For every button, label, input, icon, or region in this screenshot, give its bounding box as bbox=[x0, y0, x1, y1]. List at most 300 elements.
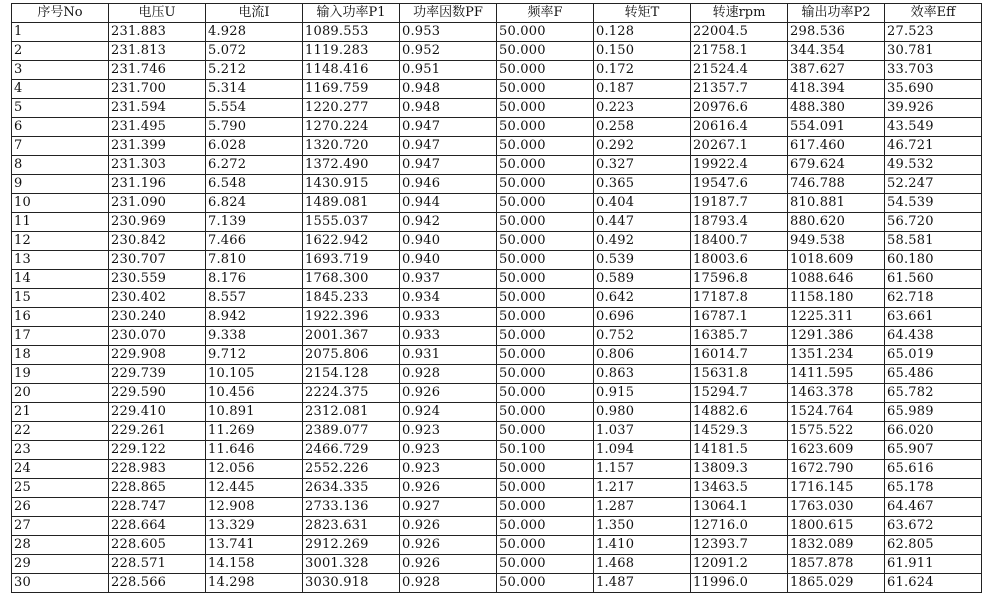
cell-frequency: 50.000 bbox=[497, 118, 594, 137]
cell-power-factor: 0.934 bbox=[400, 289, 497, 308]
cell-speed: 14181.5 bbox=[691, 441, 788, 460]
table-row bbox=[12, 270, 982, 289]
cell-output-power: 1351.234 bbox=[788, 346, 885, 365]
cell-output-power: 1158.180 bbox=[788, 289, 885, 308]
cell-efficiency: 61.560 bbox=[885, 270, 982, 289]
header-cell-output-power: 输出功率P2 bbox=[788, 4, 885, 23]
cell-output-power: 1857.878 bbox=[788, 555, 885, 574]
header-cell-speed: 转速rpm bbox=[691, 4, 788, 23]
cell-output-power: 1832.089 bbox=[788, 536, 885, 555]
cell-current: 12.908 bbox=[206, 498, 303, 517]
cell-no: 12 bbox=[12, 232, 109, 251]
cell-power-factor: 0.952 bbox=[400, 42, 497, 61]
cell-frequency: 50.000 bbox=[497, 194, 594, 213]
table-row bbox=[12, 213, 982, 232]
cell-output-power: 1672.790 bbox=[788, 460, 885, 479]
cell-input-power: 3030.918 bbox=[303, 574, 400, 593]
cell-voltage: 228.566 bbox=[109, 574, 206, 593]
cell-frequency: 50.000 bbox=[497, 460, 594, 479]
cell-no: 27 bbox=[12, 517, 109, 536]
cell-frequency: 50.100 bbox=[497, 441, 594, 460]
cell-output-power: 1291.386 bbox=[788, 327, 885, 346]
cell-frequency: 50.000 bbox=[497, 517, 594, 536]
cell-no: 9 bbox=[12, 175, 109, 194]
cell-efficiency: 62.718 bbox=[885, 289, 982, 308]
cell-current: 13.329 bbox=[206, 517, 303, 536]
header-cell-torque: 转矩T bbox=[594, 4, 691, 23]
cell-efficiency: 43.549 bbox=[885, 118, 982, 137]
cell-speed: 12091.2 bbox=[691, 555, 788, 574]
cell-input-power: 1622.942 bbox=[303, 232, 400, 251]
cell-current: 13.741 bbox=[206, 536, 303, 555]
cell-output-power: 1463.378 bbox=[788, 384, 885, 403]
cell-input-power: 2634.335 bbox=[303, 479, 400, 498]
cell-efficiency: 60.180 bbox=[885, 251, 982, 270]
cell-power-factor: 0.933 bbox=[400, 308, 497, 327]
cell-speed: 21524.4 bbox=[691, 61, 788, 80]
cell-input-power: 2912.269 bbox=[303, 536, 400, 555]
cell-output-power: 617.460 bbox=[788, 137, 885, 156]
cell-current: 7.139 bbox=[206, 213, 303, 232]
cell-no: 6 bbox=[12, 118, 109, 137]
cell-speed: 16014.7 bbox=[691, 346, 788, 365]
cell-current: 12.056 bbox=[206, 460, 303, 479]
cell-torque: 0.642 bbox=[594, 289, 691, 308]
cell-input-power: 1372.490 bbox=[303, 156, 400, 175]
cell-input-power: 1489.081 bbox=[303, 194, 400, 213]
table-body bbox=[12, 23, 982, 593]
cell-power-factor: 0.926 bbox=[400, 479, 497, 498]
header-cell-current: 电流I bbox=[206, 4, 303, 23]
cell-efficiency: 39.926 bbox=[885, 99, 982, 118]
cell-current: 10.456 bbox=[206, 384, 303, 403]
cell-torque: 0.980 bbox=[594, 403, 691, 422]
cell-voltage: 231.883 bbox=[109, 23, 206, 42]
table-row bbox=[12, 99, 982, 118]
cell-speed: 11996.0 bbox=[691, 574, 788, 593]
cell-speed: 12393.7 bbox=[691, 536, 788, 555]
cell-voltage: 228.664 bbox=[109, 517, 206, 536]
cell-power-factor: 0.946 bbox=[400, 175, 497, 194]
cell-voltage: 229.122 bbox=[109, 441, 206, 460]
cell-no: 7 bbox=[12, 137, 109, 156]
cell-speed: 13463.5 bbox=[691, 479, 788, 498]
header-cell-voltage: 电压U bbox=[109, 4, 206, 23]
cell-speed: 17187.8 bbox=[691, 289, 788, 308]
cell-current: 11.646 bbox=[206, 441, 303, 460]
cell-frequency: 50.000 bbox=[497, 479, 594, 498]
cell-torque: 1.217 bbox=[594, 479, 691, 498]
cell-power-factor: 0.937 bbox=[400, 270, 497, 289]
cell-output-power: 880.620 bbox=[788, 213, 885, 232]
cell-efficiency: 33.703 bbox=[885, 61, 982, 80]
cell-input-power: 1555.037 bbox=[303, 213, 400, 232]
cell-speed: 19922.4 bbox=[691, 156, 788, 175]
cell-speed: 16385.7 bbox=[691, 327, 788, 346]
cell-efficiency: 65.486 bbox=[885, 365, 982, 384]
cell-voltage: 229.590 bbox=[109, 384, 206, 403]
cell-efficiency: 65.989 bbox=[885, 403, 982, 422]
header-row bbox=[12, 4, 982, 23]
cell-voltage: 229.739 bbox=[109, 365, 206, 384]
cell-current: 10.891 bbox=[206, 403, 303, 422]
cell-frequency: 50.000 bbox=[497, 308, 594, 327]
cell-current: 14.158 bbox=[206, 555, 303, 574]
cell-no: 29 bbox=[12, 555, 109, 574]
cell-no: 17 bbox=[12, 327, 109, 346]
table-row bbox=[12, 384, 982, 403]
cell-frequency: 50.000 bbox=[497, 156, 594, 175]
cell-torque: 0.404 bbox=[594, 194, 691, 213]
cell-frequency: 50.000 bbox=[497, 327, 594, 346]
cell-current: 6.028 bbox=[206, 137, 303, 156]
cell-current: 5.790 bbox=[206, 118, 303, 137]
cell-current: 6.824 bbox=[206, 194, 303, 213]
table-row bbox=[12, 346, 982, 365]
cell-input-power: 1845.233 bbox=[303, 289, 400, 308]
cell-speed: 20616.4 bbox=[691, 118, 788, 137]
cell-input-power: 3001.328 bbox=[303, 555, 400, 574]
cell-speed: 12716.0 bbox=[691, 517, 788, 536]
table-row bbox=[12, 403, 982, 422]
cell-output-power: 679.624 bbox=[788, 156, 885, 175]
cell-speed: 18400.7 bbox=[691, 232, 788, 251]
cell-input-power: 1169.759 bbox=[303, 80, 400, 99]
cell-torque: 0.539 bbox=[594, 251, 691, 270]
cell-input-power: 2001.367 bbox=[303, 327, 400, 346]
cell-input-power: 1119.283 bbox=[303, 42, 400, 61]
cell-no: 30 bbox=[12, 574, 109, 593]
table-row bbox=[12, 289, 982, 308]
cell-power-factor: 0.926 bbox=[400, 555, 497, 574]
cell-frequency: 50.000 bbox=[497, 498, 594, 517]
cell-frequency: 50.000 bbox=[497, 232, 594, 251]
cell-no: 10 bbox=[12, 194, 109, 213]
cell-power-factor: 0.942 bbox=[400, 213, 497, 232]
cell-speed: 21758.1 bbox=[691, 42, 788, 61]
cell-power-factor: 0.944 bbox=[400, 194, 497, 213]
cell-efficiency: 65.907 bbox=[885, 441, 982, 460]
cell-output-power: 949.538 bbox=[788, 232, 885, 251]
cell-no: 20 bbox=[12, 384, 109, 403]
cell-power-factor: 0.923 bbox=[400, 441, 497, 460]
cell-output-power: 298.536 bbox=[788, 23, 885, 42]
cell-voltage: 228.747 bbox=[109, 498, 206, 517]
data-table bbox=[11, 3, 982, 593]
cell-current: 5.212 bbox=[206, 61, 303, 80]
cell-current: 6.272 bbox=[206, 156, 303, 175]
cell-power-factor: 0.923 bbox=[400, 422, 497, 441]
cell-input-power: 1320.720 bbox=[303, 137, 400, 156]
cell-voltage: 231.090 bbox=[109, 194, 206, 213]
cell-speed: 19547.6 bbox=[691, 175, 788, 194]
cell-voltage: 231.746 bbox=[109, 61, 206, 80]
cell-input-power: 2312.081 bbox=[303, 403, 400, 422]
cell-torque: 0.150 bbox=[594, 42, 691, 61]
cell-speed: 16787.1 bbox=[691, 308, 788, 327]
cell-voltage: 231.594 bbox=[109, 99, 206, 118]
cell-frequency: 50.000 bbox=[497, 403, 594, 422]
cell-output-power: 554.091 bbox=[788, 118, 885, 137]
cell-speed: 14882.6 bbox=[691, 403, 788, 422]
cell-current: 7.466 bbox=[206, 232, 303, 251]
cell-no: 26 bbox=[12, 498, 109, 517]
cell-voltage: 231.303 bbox=[109, 156, 206, 175]
table-row bbox=[12, 80, 982, 99]
cell-frequency: 50.000 bbox=[497, 536, 594, 555]
cell-power-factor: 0.947 bbox=[400, 156, 497, 175]
cell-torque: 1.094 bbox=[594, 441, 691, 460]
cell-input-power: 2466.729 bbox=[303, 441, 400, 460]
cell-torque: 0.863 bbox=[594, 365, 691, 384]
cell-efficiency: 66.020 bbox=[885, 422, 982, 441]
cell-frequency: 50.000 bbox=[497, 99, 594, 118]
cell-efficiency: 63.661 bbox=[885, 308, 982, 327]
cell-no: 8 bbox=[12, 156, 109, 175]
cell-output-power: 1763.030 bbox=[788, 498, 885, 517]
cell-voltage: 228.605 bbox=[109, 536, 206, 555]
table-row bbox=[12, 308, 982, 327]
header-cell-efficiency: 效率Eff bbox=[885, 4, 982, 23]
header-cell-input-power: 输入功率P1 bbox=[303, 4, 400, 23]
cell-efficiency: 35.690 bbox=[885, 80, 982, 99]
cell-output-power: 1800.615 bbox=[788, 517, 885, 536]
cell-output-power: 1225.311 bbox=[788, 308, 885, 327]
cell-torque: 0.128 bbox=[594, 23, 691, 42]
cell-current: 9.712 bbox=[206, 346, 303, 365]
cell-no: 2 bbox=[12, 42, 109, 61]
cell-torque: 1.410 bbox=[594, 536, 691, 555]
cell-torque: 0.915 bbox=[594, 384, 691, 403]
table-row bbox=[12, 137, 982, 156]
cell-voltage: 230.240 bbox=[109, 308, 206, 327]
cell-speed: 18793.4 bbox=[691, 213, 788, 232]
table-row bbox=[12, 422, 982, 441]
cell-torque: 0.258 bbox=[594, 118, 691, 137]
cell-frequency: 50.000 bbox=[497, 555, 594, 574]
table-row bbox=[12, 194, 982, 213]
cell-no: 4 bbox=[12, 80, 109, 99]
cell-efficiency: 46.721 bbox=[885, 137, 982, 156]
cell-input-power: 2733.136 bbox=[303, 498, 400, 517]
cell-voltage: 228.865 bbox=[109, 479, 206, 498]
cell-speed: 19187.7 bbox=[691, 194, 788, 213]
cell-torque: 1.157 bbox=[594, 460, 691, 479]
cell-input-power: 2154.128 bbox=[303, 365, 400, 384]
cell-torque: 0.365 bbox=[594, 175, 691, 194]
cell-efficiency: 65.782 bbox=[885, 384, 982, 403]
table-row bbox=[12, 327, 982, 346]
cell-frequency: 50.000 bbox=[497, 365, 594, 384]
cell-power-factor: 0.940 bbox=[400, 232, 497, 251]
table-row bbox=[12, 574, 982, 593]
table-row bbox=[12, 61, 982, 80]
cell-current: 8.942 bbox=[206, 308, 303, 327]
cell-power-factor: 0.933 bbox=[400, 327, 497, 346]
cell-speed: 18003.6 bbox=[691, 251, 788, 270]
cell-power-factor: 0.926 bbox=[400, 517, 497, 536]
cell-voltage: 228.983 bbox=[109, 460, 206, 479]
cell-input-power: 1693.719 bbox=[303, 251, 400, 270]
cell-efficiency: 52.247 bbox=[885, 175, 982, 194]
cell-current: 5.072 bbox=[206, 42, 303, 61]
cell-voltage: 229.261 bbox=[109, 422, 206, 441]
cell-frequency: 50.000 bbox=[497, 23, 594, 42]
cell-current: 6.548 bbox=[206, 175, 303, 194]
cell-torque: 0.292 bbox=[594, 137, 691, 156]
cell-output-power: 1623.609 bbox=[788, 441, 885, 460]
cell-current: 14.298 bbox=[206, 574, 303, 593]
cell-frequency: 50.000 bbox=[497, 251, 594, 270]
cell-current: 11.269 bbox=[206, 422, 303, 441]
table-row bbox=[12, 479, 982, 498]
cell-no: 15 bbox=[12, 289, 109, 308]
cell-torque: 1.037 bbox=[594, 422, 691, 441]
cell-current: 9.338 bbox=[206, 327, 303, 346]
cell-no: 18 bbox=[12, 346, 109, 365]
cell-torque: 0.327 bbox=[594, 156, 691, 175]
cell-input-power: 2224.375 bbox=[303, 384, 400, 403]
cell-input-power: 1922.396 bbox=[303, 308, 400, 327]
table-row bbox=[12, 536, 982, 555]
cell-speed: 13809.3 bbox=[691, 460, 788, 479]
cell-output-power: 1524.764 bbox=[788, 403, 885, 422]
cell-output-power: 810.881 bbox=[788, 194, 885, 213]
cell-output-power: 1575.522 bbox=[788, 422, 885, 441]
cell-output-power: 746.788 bbox=[788, 175, 885, 194]
cell-no: 19 bbox=[12, 365, 109, 384]
cell-speed: 17596.8 bbox=[691, 270, 788, 289]
cell-efficiency: 54.539 bbox=[885, 194, 982, 213]
cell-voltage: 231.700 bbox=[109, 80, 206, 99]
cell-torque: 0.589 bbox=[594, 270, 691, 289]
cell-input-power: 2075.806 bbox=[303, 346, 400, 365]
cell-voltage: 230.969 bbox=[109, 213, 206, 232]
cell-efficiency: 64.438 bbox=[885, 327, 982, 346]
header-cell-no: 序号No bbox=[12, 4, 109, 23]
cell-speed: 13064.1 bbox=[691, 498, 788, 517]
cell-no: 25 bbox=[12, 479, 109, 498]
cell-voltage: 231.196 bbox=[109, 175, 206, 194]
cell-output-power: 344.354 bbox=[788, 42, 885, 61]
cell-no: 13 bbox=[12, 251, 109, 270]
cell-current: 4.928 bbox=[206, 23, 303, 42]
cell-torque: 0.223 bbox=[594, 99, 691, 118]
cell-current: 7.810 bbox=[206, 251, 303, 270]
cell-no: 28 bbox=[12, 536, 109, 555]
table-row bbox=[12, 365, 982, 384]
cell-no: 3 bbox=[12, 61, 109, 80]
header-cell-power-factor: 功率因数PF bbox=[400, 4, 497, 23]
cell-voltage: 231.495 bbox=[109, 118, 206, 137]
cell-no: 22 bbox=[12, 422, 109, 441]
cell-frequency: 50.000 bbox=[497, 384, 594, 403]
table-row bbox=[12, 460, 982, 479]
cell-input-power: 2389.077 bbox=[303, 422, 400, 441]
cell-torque: 1.487 bbox=[594, 574, 691, 593]
cell-speed: 14529.3 bbox=[691, 422, 788, 441]
cell-input-power: 2552.226 bbox=[303, 460, 400, 479]
cell-torque: 0.447 bbox=[594, 213, 691, 232]
cell-voltage: 230.559 bbox=[109, 270, 206, 289]
cell-voltage: 231.813 bbox=[109, 42, 206, 61]
cell-efficiency: 61.911 bbox=[885, 555, 982, 574]
cell-frequency: 50.000 bbox=[497, 422, 594, 441]
cell-efficiency: 30.781 bbox=[885, 42, 982, 61]
cell-output-power: 1018.609 bbox=[788, 251, 885, 270]
cell-frequency: 50.000 bbox=[497, 42, 594, 61]
cell-speed: 21357.7 bbox=[691, 80, 788, 99]
table-row bbox=[12, 498, 982, 517]
cell-no: 5 bbox=[12, 99, 109, 118]
cell-efficiency: 61.624 bbox=[885, 574, 982, 593]
cell-torque: 0.752 bbox=[594, 327, 691, 346]
cell-power-factor: 0.947 bbox=[400, 137, 497, 156]
cell-frequency: 50.000 bbox=[497, 289, 594, 308]
cell-power-factor: 0.928 bbox=[400, 574, 497, 593]
cell-power-factor: 0.924 bbox=[400, 403, 497, 422]
cell-power-factor: 0.947 bbox=[400, 118, 497, 137]
cell-frequency: 50.000 bbox=[497, 270, 594, 289]
cell-input-power: 1270.224 bbox=[303, 118, 400, 137]
cell-power-factor: 0.953 bbox=[400, 23, 497, 42]
cell-current: 8.176 bbox=[206, 270, 303, 289]
cell-frequency: 50.000 bbox=[497, 137, 594, 156]
table-row bbox=[12, 441, 982, 460]
cell-input-power: 1768.300 bbox=[303, 270, 400, 289]
cell-frequency: 50.000 bbox=[497, 175, 594, 194]
cell-voltage: 230.402 bbox=[109, 289, 206, 308]
cell-voltage: 229.410 bbox=[109, 403, 206, 422]
cell-input-power: 1220.277 bbox=[303, 99, 400, 118]
cell-power-factor: 0.923 bbox=[400, 460, 497, 479]
cell-no: 23 bbox=[12, 441, 109, 460]
cell-input-power: 1430.915 bbox=[303, 175, 400, 194]
table-row bbox=[12, 517, 982, 536]
cell-efficiency: 65.019 bbox=[885, 346, 982, 365]
cell-output-power: 1411.595 bbox=[788, 365, 885, 384]
cell-voltage: 230.707 bbox=[109, 251, 206, 270]
cell-output-power: 1088.646 bbox=[788, 270, 885, 289]
cell-no: 21 bbox=[12, 403, 109, 422]
cell-voltage: 229.908 bbox=[109, 346, 206, 365]
cell-efficiency: 64.467 bbox=[885, 498, 982, 517]
cell-torque: 1.468 bbox=[594, 555, 691, 574]
cell-output-power: 418.394 bbox=[788, 80, 885, 99]
cell-input-power: 2823.631 bbox=[303, 517, 400, 536]
table-row bbox=[12, 251, 982, 270]
cell-power-factor: 0.931 bbox=[400, 346, 497, 365]
cell-output-power: 387.627 bbox=[788, 61, 885, 80]
cell-current: 12.445 bbox=[206, 479, 303, 498]
cell-power-factor: 0.940 bbox=[400, 251, 497, 270]
cell-efficiency: 56.720 bbox=[885, 213, 982, 232]
cell-efficiency: 62.805 bbox=[885, 536, 982, 555]
cell-power-factor: 0.926 bbox=[400, 536, 497, 555]
cell-torque: 1.287 bbox=[594, 498, 691, 517]
cell-voltage: 230.842 bbox=[109, 232, 206, 251]
cell-voltage: 230.070 bbox=[109, 327, 206, 346]
cell-no: 14 bbox=[12, 270, 109, 289]
cell-torque: 0.492 bbox=[594, 232, 691, 251]
cell-speed: 20267.1 bbox=[691, 137, 788, 156]
cell-efficiency: 65.178 bbox=[885, 479, 982, 498]
cell-efficiency: 58.581 bbox=[885, 232, 982, 251]
cell-power-factor: 0.948 bbox=[400, 99, 497, 118]
cell-current: 10.105 bbox=[206, 365, 303, 384]
cell-torque: 0.806 bbox=[594, 346, 691, 365]
cell-no: 24 bbox=[12, 460, 109, 479]
